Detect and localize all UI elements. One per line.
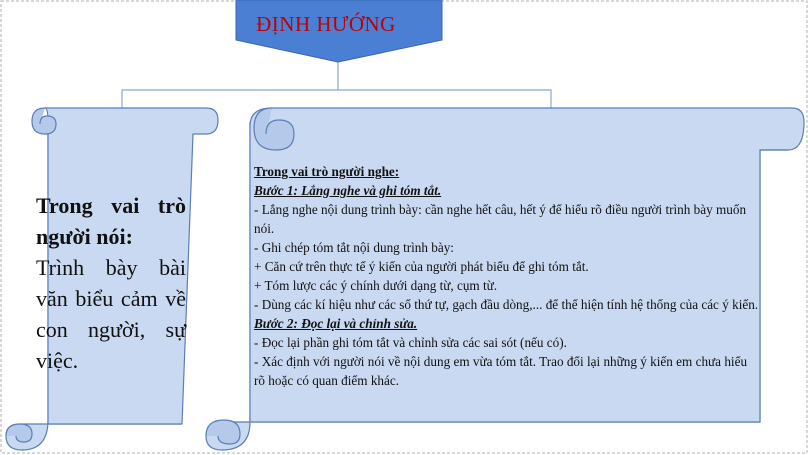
connector-bracket xyxy=(122,62,551,108)
step1-line: + Tóm lược các ý chính dưới dạng từ, cụm từ. xyxy=(254,278,498,293)
step2-line: - Xác định với người nói về nội dung em vừa tóm tắt. Trao đổi lại những ý kiến em chưa hiểu rõ hoặc có quan điểm khác. xyxy=(254,354,748,388)
step1-title: Bước 1: Lắng nghe và ghi tóm tắt. xyxy=(254,183,442,198)
left-panel-heading: Trong vai trò người nói: xyxy=(36,193,186,249)
step1-line: - Ghi chép tóm tắt nội dung trình bày: xyxy=(254,240,454,255)
step1-line: + Căn cứ trên thực tế ý kiến của người phát biểu để ghi tóm tắt. xyxy=(254,259,589,274)
step1-line: - Dùng các kí hiệu như các số thứ tự, gạch đầu dòng,... để thể hiện tính hệ thống của các ý kiến. xyxy=(254,297,759,312)
right-panel-heading: Trong vai trò người nghe: xyxy=(254,164,400,179)
step2-line: - Đọc lại phần ghi tóm tắt và chỉnh sửa các sai sót (nếu có). xyxy=(254,335,567,350)
left-panel-body: Trình bày bài văn biểu cảm về con người, sự việc. xyxy=(36,255,186,373)
step2-title: Bước 2: Đọc lại và chỉnh sửa. xyxy=(254,316,418,331)
banner-title: ĐỊNH HƯỚNG xyxy=(256,12,396,36)
left-panel-text xyxy=(36,190,186,376)
right-panel-text xyxy=(254,162,760,390)
step1-line: - Lắng nghe nội dung trình bày: cần nghe hết câu, hết ý để hiểu rõ điều người trình bày muốn nói. xyxy=(254,202,747,236)
